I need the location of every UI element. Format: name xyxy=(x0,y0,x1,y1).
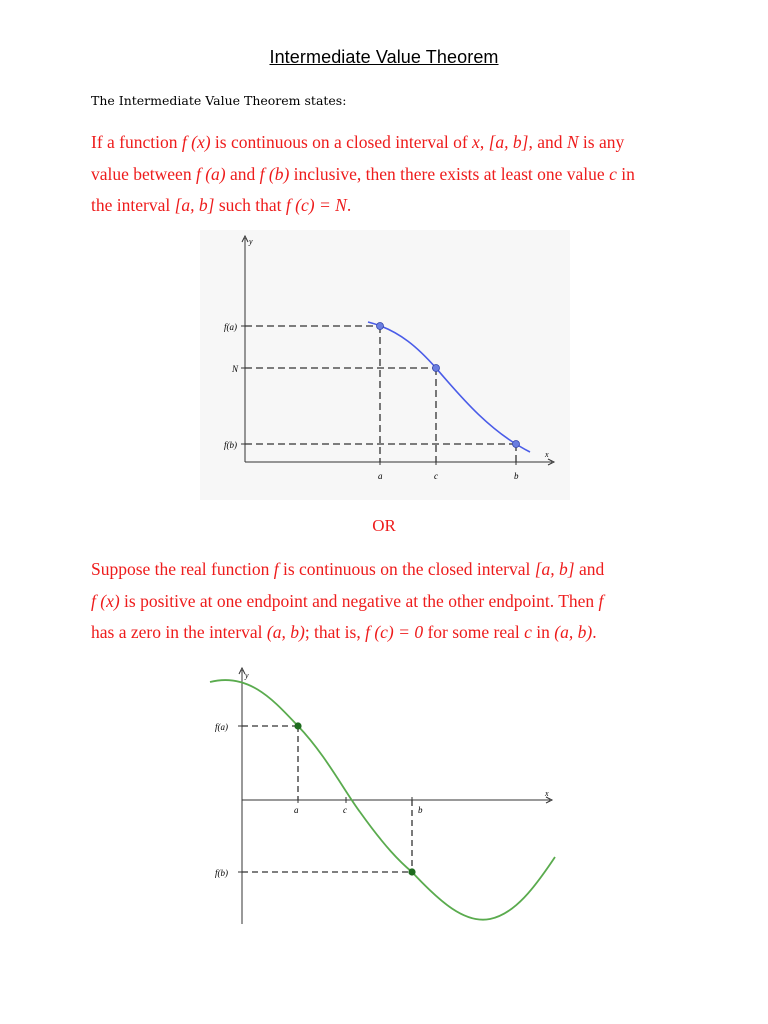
y-tick-fb: f(b) xyxy=(215,868,228,878)
point-c xyxy=(433,365,440,372)
x-tick-a: a xyxy=(378,471,383,481)
point-a xyxy=(294,722,301,729)
alt-line-3: has a zero in the interval (a, b); that is, f (c) = 0 for some real c in (a, b). xyxy=(91,622,597,642)
alt-line-2: f (x) is positive at one endpoint and negative at the other endpoint. Then f xyxy=(91,590,604,611)
statement-line-2: value between f (a) and f (b) inclusive, then there exists at least one value c in xyxy=(91,163,635,184)
x-tick-b: b xyxy=(418,805,423,815)
point-b xyxy=(513,441,520,448)
alt-line-1: Suppose the real function f is continuous on the closed interval [a, b] and xyxy=(91,559,605,579)
intro-text: The Intermediate Value Theorem states: xyxy=(91,93,347,108)
theorem-statement xyxy=(91,127,691,222)
x-axis-label: x xyxy=(545,450,549,459)
x-tick-c: c xyxy=(434,471,438,481)
x-tick-c: c xyxy=(343,805,347,815)
x-tick-a: a xyxy=(294,805,299,815)
y-axis-label: y xyxy=(249,237,253,246)
or-separator: OR xyxy=(372,516,396,535)
page-title: Intermediate Value Theorem xyxy=(269,47,499,67)
point-b xyxy=(408,868,415,875)
statement-line-1: If a function f (x) is continuous on a closed interval of x, [a, b], and N is any xyxy=(91,132,625,152)
y-tick-fa: f(a) xyxy=(224,322,237,332)
statement-line-3: the interval [a, b] such that f (c) = N. xyxy=(91,195,352,215)
y-tick-N: N xyxy=(232,364,239,374)
point-a xyxy=(377,323,384,330)
x-tick-b: b xyxy=(514,471,519,481)
alternate-statement xyxy=(91,554,691,649)
ivt-graph-zero-crossing xyxy=(205,662,560,932)
y-tick-fb: f(b) xyxy=(224,440,237,450)
y-tick-fa: f(a) xyxy=(215,722,228,732)
x-axis-label: x xyxy=(545,789,549,798)
y-axis-label: y xyxy=(245,671,249,680)
ivt-graph-decreasing xyxy=(200,230,570,500)
